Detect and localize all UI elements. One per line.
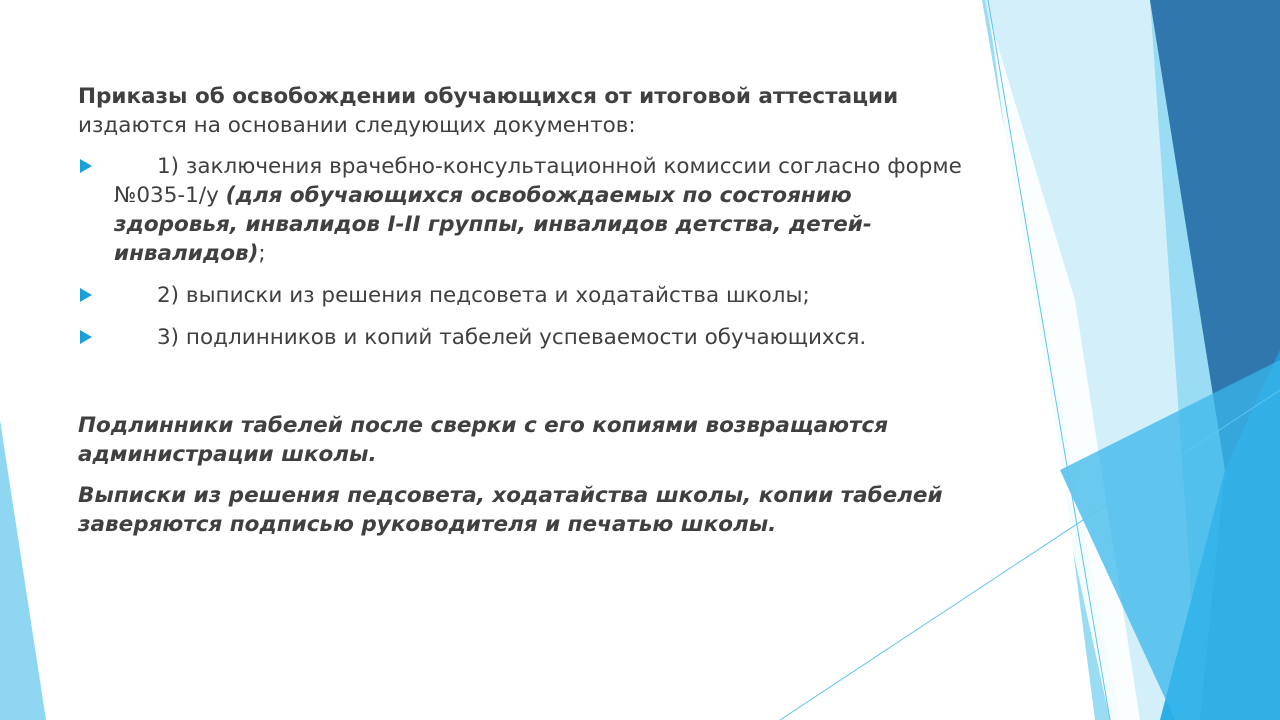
item-tail: ; [258, 241, 266, 266]
documents-list [78, 152, 968, 352]
triangle-bullet-icon [80, 159, 92, 173]
intro-bold-text: Приказы об освобождении обучающихся от итоговой аттестации [78, 84, 899, 109]
list-item [78, 281, 968, 310]
list-item [78, 152, 968, 268]
intro-rest-text: издаются на основании следующих документов: [78, 113, 636, 138]
item-text: 3) подлинников и копий табелей успеваемости обучающихся. [157, 325, 867, 350]
note-certification: Выписки из решения педсовета, ходатайства школы, копии табелей заверяются подписью руководителя и печатью школы. [78, 483, 943, 537]
note-originals-returned: Подлинники табелей после сверки с его копиями возвращаются администрации школы. [78, 413, 889, 467]
slide-content [78, 82, 968, 551]
left-sliver-shape [0, 420, 46, 720]
item-text: 1) заключения врачебно-консультационной комиссии согласно форме №035-1/у [114, 154, 962, 208]
item-text: 2) выписки из решения педсовета и ходатайства школы; [157, 283, 810, 308]
triangle-bullet-icon [80, 330, 92, 344]
intro-paragraph [78, 82, 968, 140]
list-item [78, 323, 968, 352]
item-emphasis: (для обучающихся освобождаемых по состоянию здоровья, инвалидов I-II группы, инвалидов детства, детей-инвалидов) [114, 183, 872, 266]
triangle-bullet-icon [80, 288, 92, 302]
